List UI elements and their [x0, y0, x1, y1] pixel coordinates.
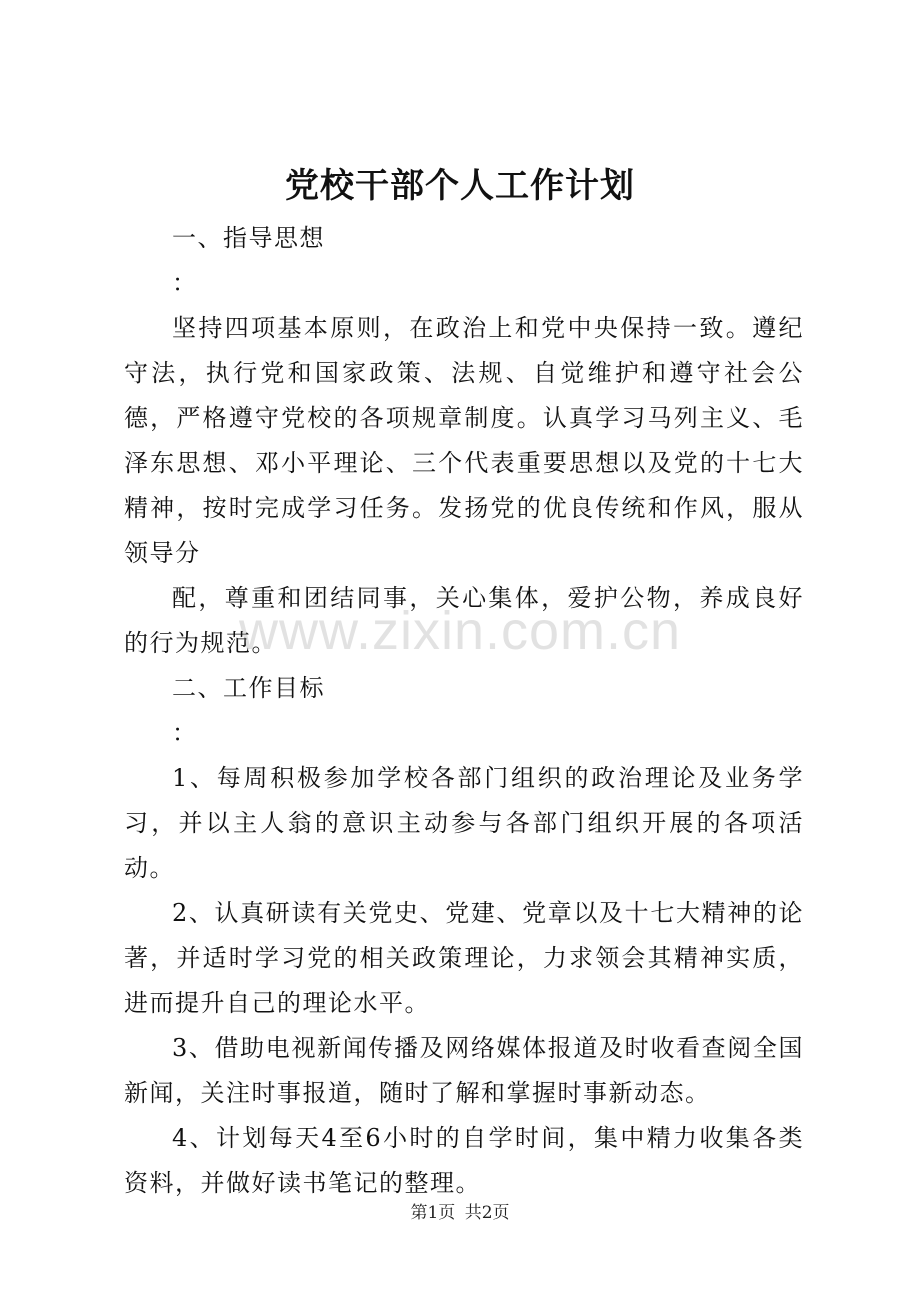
section-colon: ： — [172, 269, 198, 297]
list-item: 1、每周积极参加学校各部门组织的政治理论及业务学习，并以主人翁的意识主动参与各部门组织开展的各项活动。 — [124, 764, 804, 882]
section-heading-guiding-ideology: 一、指导思想 — [172, 224, 325, 252]
page-total: 共2页 — [464, 1203, 510, 1223]
page-footer — [0, 1198, 920, 1223]
paragraph: 配，尊重和团结同事，关心集体，爱护公物，养成良好的行为规范。 — [124, 584, 804, 657]
list-item: 4、计划每天4至6小时的自学时间，集中精力收集各类资料，并做好读书笔记的整理。 — [124, 1124, 804, 1197]
page-number: 第1页 — [410, 1203, 456, 1223]
watermark: www.zixin.com.cn — [238, 601, 682, 661]
document-title: 党校干部个人工作计划 — [285, 166, 635, 206]
section-heading-work-goals: 二、工作目标 — [172, 674, 325, 702]
list-item: 2、认真研读有关党史、党建、党章以及十七大精神的论著，并适时学习党的相关政策理论，力求领会其精神实质，进而提升自己的理论水平。 — [124, 899, 804, 1017]
list-item: 3、借助电视新闻传播及网络媒体报道及时收看查阅全国新闻，关注时事报道，随时了解和掌握时事新动态。 — [124, 1034, 804, 1107]
section-colon: ： — [172, 719, 198, 747]
document-body — [124, 216, 804, 1206]
paragraph: 坚持四项基本原则，在政治上和党中央保持一致。遵纪守法，执行党和国家政策、法规、自觉维护和遵守社会公德，严格遵守党校的各项规章制度。认真学习马列主义、毛泽东思想、邓小平理论、三个代表重要思想以及党的十七大精神，按时完成学习任务。发扬党的优良传统和作风，服从领导分 — [124, 314, 804, 567]
